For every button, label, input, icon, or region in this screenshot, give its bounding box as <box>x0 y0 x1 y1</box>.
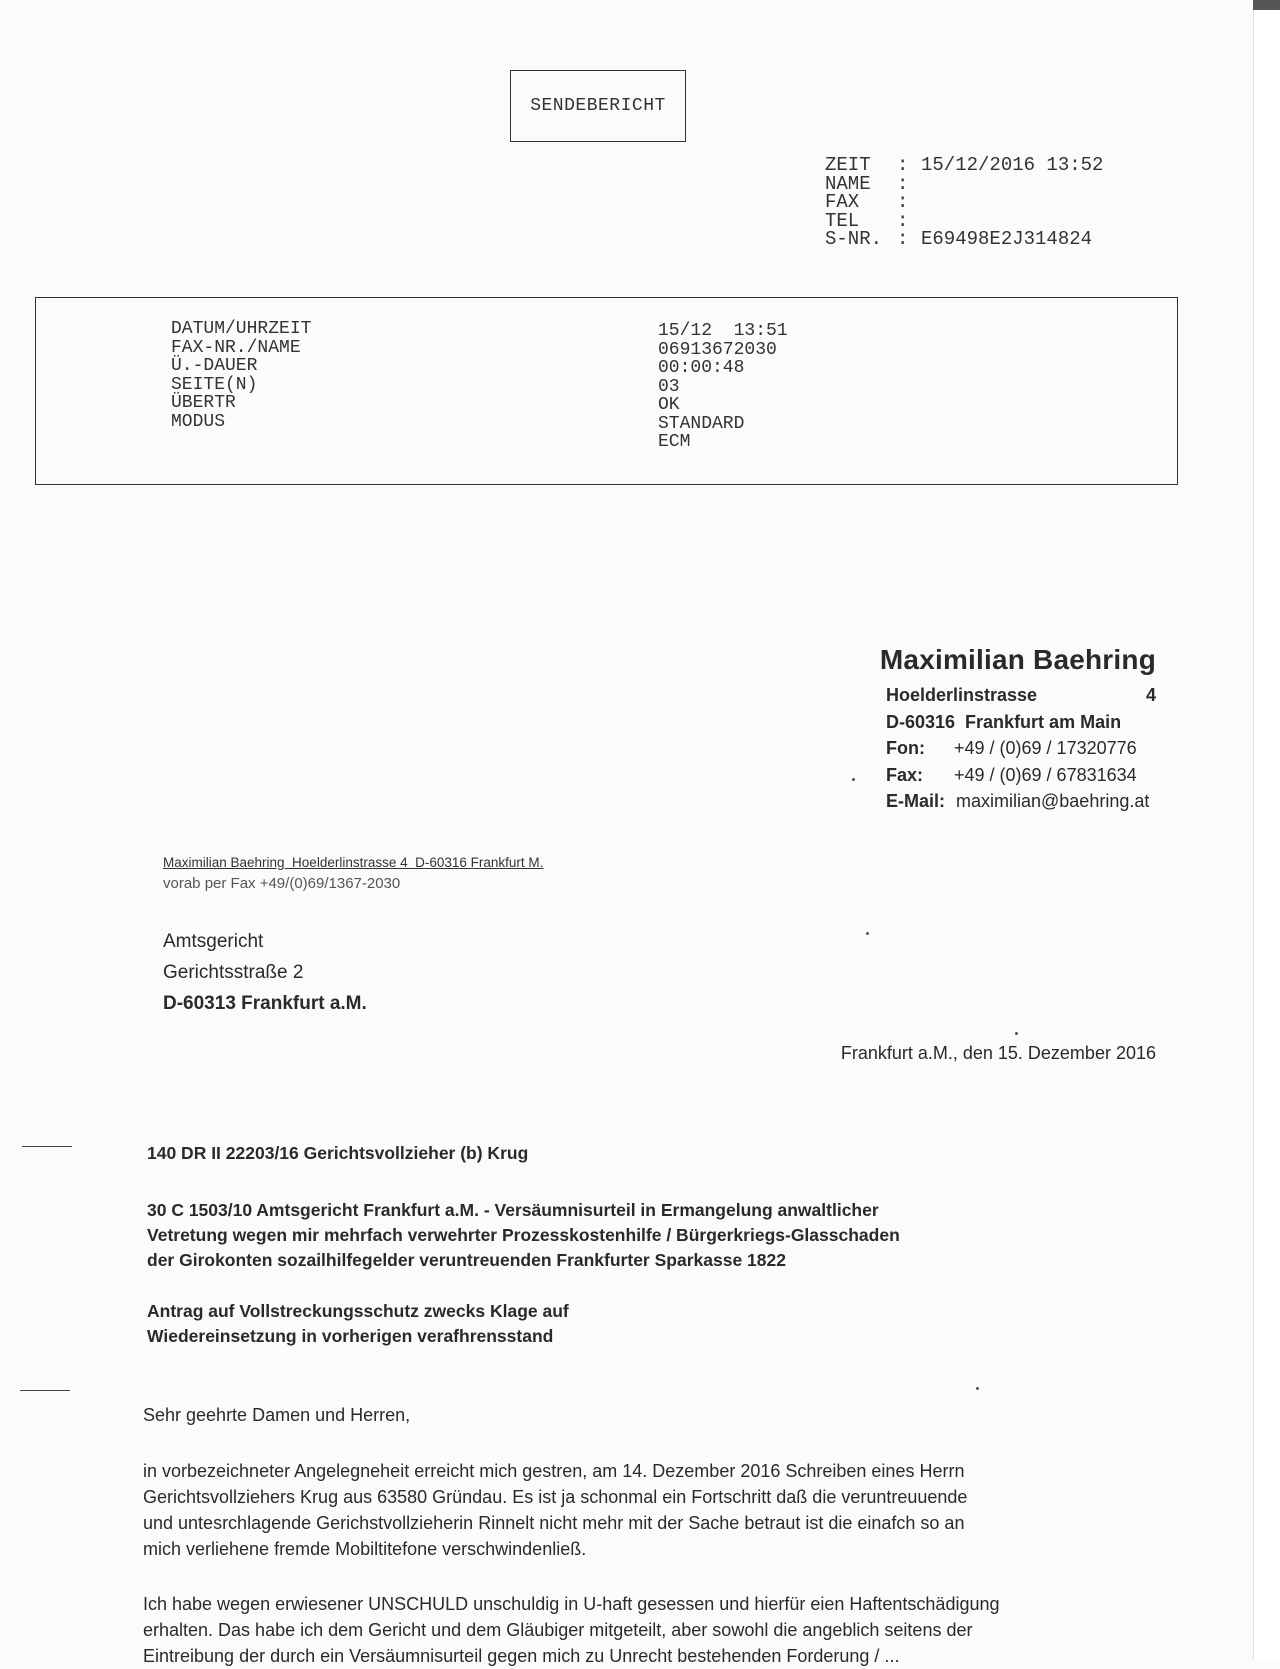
recipient-city: D-60313 Frankfurt a.M. <box>163 993 367 1014</box>
sender-city: D-60316 Frankfurt am Main <box>886 711 1122 732</box>
meta-row-zeit: ZEIT : 15/12/2016 13:52 <box>825 154 1104 176</box>
paragraph-line: Gerichtsvollziehers Krug aus 63580 Gründau. Es ist ja schonmal ein Fortschritt daß die veruntreuuende <box>143 1487 968 1507</box>
label-datum: DATUM/UHRZEIT <box>171 319 312 339</box>
sender-name: Maximilian Baehring <box>879 644 1156 675</box>
meta-value: 15/12/2016 13:52 <box>921 154 1104 176</box>
meta-label: FAX <box>825 191 860 213</box>
label-seiten: SEITE(N) <box>171 374 258 395</box>
fax-label: Fax: <box>886 764 924 785</box>
meta-label: TEL <box>825 209 860 232</box>
label-dauer: Ü.-DAUER <box>171 356 258 376</box>
value-ecm: ECM <box>658 432 691 452</box>
meta-label: S-NR. <box>825 228 883 250</box>
value-uebertr: OK <box>658 395 680 415</box>
transmission-values <box>658 322 788 452</box>
meta-row-tel: TEL : <box>825 209 909 232</box>
sender-phone: +49 / (0)69 / 17320776 <box>954 738 1137 758</box>
label-modus: MODUS <box>171 411 226 432</box>
paragraph-line: und untesrchlagende Gerichstvollzieherin Rinnelt nicht mehr mit der Sache betraut ist die einafch so an <box>143 1513 965 1533</box>
paragraph-line: erhalten. Das habe ich dem Gericht und dem Gläubiger mitgeteilt, aber sowohl die angeblich seitens der <box>143 1620 973 1640</box>
reference-line: Wiedereinsetzung in vorherigen verafhrensstand <box>147 1326 554 1346</box>
date-line: Frankfurt a.M., den 15. Dezember 2016 <box>840 1043 1156 1063</box>
sender-fax: +49 / (0)69 / 67831634 <box>954 764 1137 785</box>
reference-case-title <box>147 1198 900 1273</box>
meta-row-snr: S-NR. : E69498E2J314824 <box>825 228 1093 250</box>
reference-request <box>147 1299 569 1349</box>
sender-street: Hoelderlinstrasse <box>886 685 1038 705</box>
meta-row-name: NAME : <box>825 172 909 195</box>
sender-details <box>886 682 1156 815</box>
recipient-name: Amtsgericht <box>163 931 264 952</box>
page-edge <box>1253 0 1280 1660</box>
transmission-labels <box>171 320 311 431</box>
paragraph-line: Ich habe wegen erwiesener UNSCHULD unschuldig in U-haft gesessen und hierfür eien Haftentschädigung <box>143 1594 1000 1614</box>
sender-house-number: 4 <box>1145 685 1156 705</box>
value-seiten: 03 <box>658 376 680 397</box>
salutation: Sehr geehrte Damen und Herren, <box>143 1405 411 1425</box>
reference-line: der Girokonten sozailhilfegelder veruntreuenden Frankfurter Sparkasse 1822 <box>147 1250 786 1270</box>
meta-value: E69498E2J314824 <box>921 228 1093 250</box>
transmission-report-box <box>35 297 1178 485</box>
scan-speck <box>976 1387 979 1390</box>
punch-mark <box>20 1390 70 1391</box>
meta-label: NAME <box>825 172 871 195</box>
return-address: Maximilian Baehring Hoelderlinstrasse 4 D-60316 Frankfurt M. <box>163 855 544 870</box>
fax-note: vorab per Fax +49/(0)69/1367-2030 <box>163 875 401 892</box>
reference-line: Antrag auf Vollstreckungsschutz zwecks Klage auf <box>147 1301 569 1321</box>
label-uebertr: ÜBERTR <box>171 393 236 413</box>
sender-email: maximilian@baehring.at <box>956 791 1150 811</box>
value-dauer: 00:00:48 <box>658 358 745 378</box>
phone-label: Fon: <box>886 738 925 758</box>
paragraph-line: mich verliehene fremde Mobiltitefone verschwindenließ. <box>143 1539 587 1559</box>
scan-speck <box>852 778 855 781</box>
paragraph-2 <box>143 1591 1123 1669</box>
scan-speck <box>1015 1032 1018 1035</box>
value-faxnr: 06913672030 <box>658 339 777 360</box>
header-meta <box>825 156 1103 249</box>
reference-case-number: 140 DR II 22203/16 Gerichtsvollzieher (b) Krug <box>147 1143 529 1163</box>
reference-line: 30 C 1503/10 Amtsgericht Frankfurt a.M. - Versäumnisurteil in Ermangelung anwaltlicher <box>147 1200 879 1220</box>
sender-name-block <box>880 644 1156 676</box>
value-datum: 15/12 13:51 <box>658 321 788 341</box>
scan-speck <box>866 932 869 935</box>
recipient-address <box>163 926 367 1019</box>
recipient-street: Gerichtsstraße 2 <box>163 962 304 983</box>
paragraph-1 <box>143 1458 1123 1562</box>
meta-label: ZEIT <box>825 154 871 176</box>
scan-edge-mark <box>1253 0 1280 10</box>
value-modus: STANDARD <box>658 413 745 434</box>
paragraph-line: in vorbezeichneter Angelegneheit erreicht mich gestren, am 14. Dezember 2016 Schreiben eines Herrn <box>143 1461 965 1481</box>
meta-row-fax: FAX : <box>825 191 909 213</box>
email-label: E-Mail: <box>886 791 946 811</box>
report-title: SENDEBERICHT <box>510 70 686 142</box>
reference-line: Vetretung wegen mir mehrfach verwehrter Prozesskostenhilfe / Bürgerkriegs-Glasschaden <box>147 1225 900 1245</box>
label-faxnr: FAX-NR./NAME <box>171 337 301 358</box>
sender-street-line <box>886 682 1156 709</box>
fold-mark <box>22 1146 72 1147</box>
paragraph-line: Eintreibung der durch ein Versäumnisurteil gegen mich zu Unrecht bestehenden Forderung / ... <box>143 1646 900 1666</box>
